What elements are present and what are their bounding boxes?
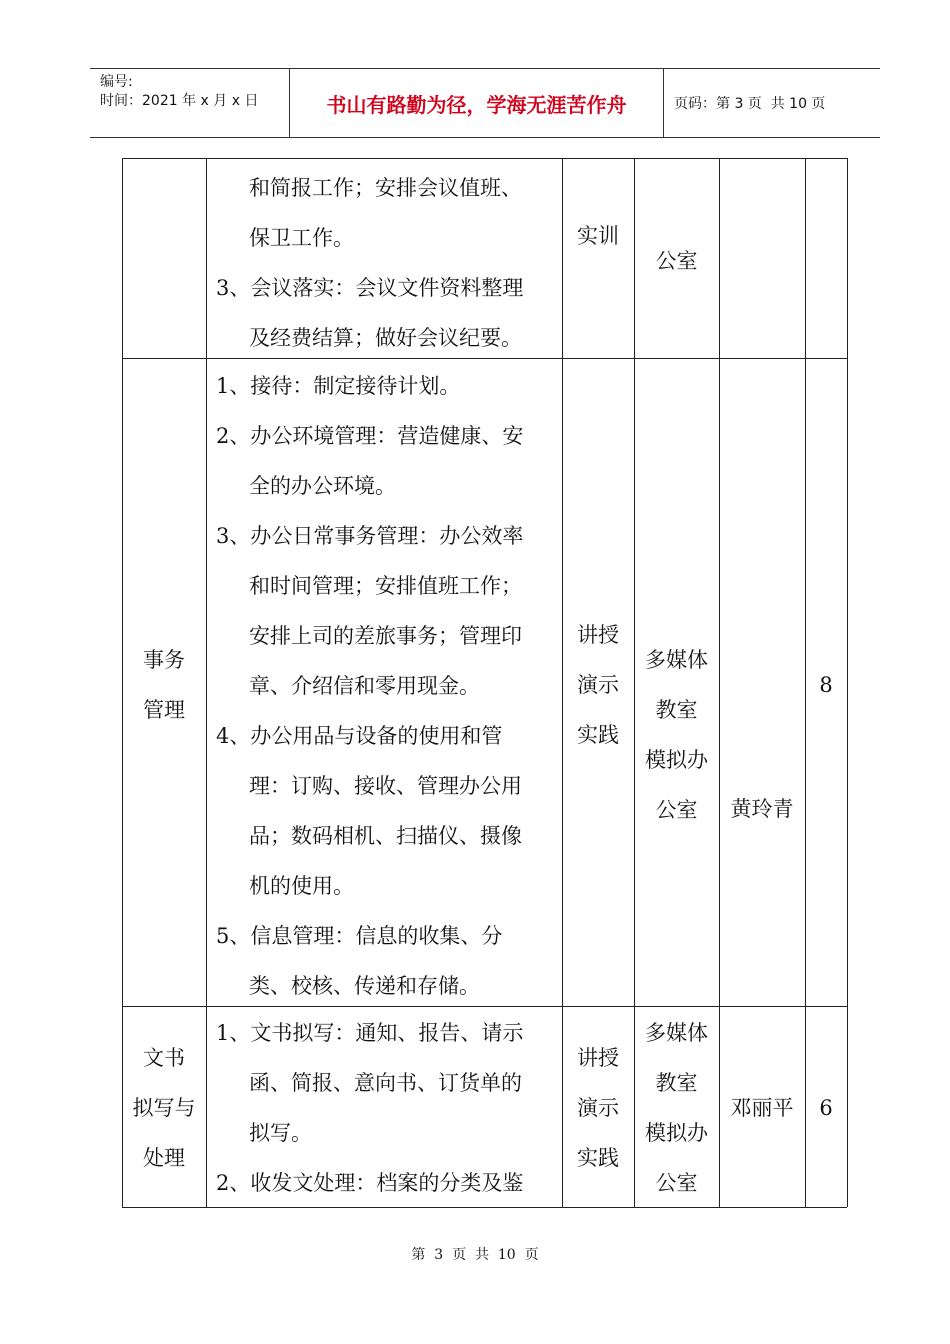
row-teacher [719,784,805,834]
doc-number-label: 编号: [100,74,133,90]
row-method [562,1033,634,1183]
method-text: 实训 [577,224,619,248]
content-line: 4、办公用品与设备的使用和管 [216,724,503,748]
teacher-name: 黄玲青 [730,797,794,821]
venue-text: 公室 [655,249,698,273]
content-line: 拟写。 [249,1121,312,1145]
teacher-name: 邓丽平 [730,1096,794,1120]
row-venue [634,236,719,286]
content-line: 保卫工作。 [249,226,354,250]
content-line: 和时间管理；安排值班工作； [249,574,522,598]
venue-text: 模拟办 [645,1121,708,1145]
content-line: 理：订购、接收、管理办公用 [249,774,522,798]
content-line: 类、校核、传递和存储。 [249,974,480,998]
content-line: 函、简报、意向书、订货单的 [249,1071,522,1095]
venue-text: 公室 [655,1171,698,1195]
row-content [206,1008,562,1208]
row-topic [122,1033,206,1183]
topic-text: 文书 [143,1046,185,1070]
row-venue [634,1008,719,1208]
method-text: 实践 [577,723,619,747]
content-line: 3、会议落实：会议文件资料整理 [216,276,524,300]
row-hours [805,660,847,710]
method-text: 演示 [577,1096,619,1120]
header-motto: 书山有路勤为径，学海无涯苦作舟 [326,92,627,117]
table-border [122,158,847,159]
content-line: 机的使用。 [249,874,354,898]
content-line: 安排上司的差旅事务；管理印 [249,624,522,648]
row-venue [634,635,719,835]
content-line: 1、文书拟写：通知、报告、请示 [216,1021,524,1045]
content-line: 1、接待：制定接待计划。 [216,374,461,398]
row-content [206,361,562,1011]
venue-text: 公室 [655,798,698,822]
content-line: 章、介绍信和零用现金。 [249,674,480,698]
row-method [562,610,634,760]
content-line: 2、办公环境管理：营造健康、安 [216,424,524,448]
table-column-divider [719,158,720,1207]
venue-text: 多媒体 [645,648,708,672]
venue-text: 教室 [655,1071,698,1095]
venue-text: 模拟办 [645,748,708,772]
topic-text: 拟写与 [132,1096,196,1120]
venue-text: 多媒体 [645,1021,708,1045]
content-line: 及经费结算；做好会议纪要。 [249,326,522,350]
method-text: 讲授 [577,1046,619,1070]
content-line: 2、收发文处理：档案的分类及鉴 [216,1171,524,1195]
row-topic [122,635,206,735]
hours-value: 8 [819,673,833,697]
header-page-info: 页码：第 3 页 共 10 页 [674,96,826,112]
method-text: 实践 [577,1146,619,1170]
content-line: 品；数码相机、扫描仪、摄像 [249,824,522,848]
row-hours [805,1083,847,1133]
venue-text: 教室 [655,698,698,722]
row-method [562,211,634,261]
page-footer: 第 3 页 共 10 页 [411,1247,539,1263]
topic-text: 事务 [143,648,185,672]
content-line: 全的办公环境。 [249,474,396,498]
content-line: 和简报工作；安排会议值班、 [249,176,522,200]
content-line: 5、信息管理：信息的收集、分 [216,924,503,948]
row-content [206,163,562,363]
table-border [847,158,848,1207]
hours-value: 6 [819,1096,833,1120]
method-text: 讲授 [577,623,619,647]
date-label: 时间：2021 年 x 月 x 日 [100,93,259,109]
row-teacher [719,1083,805,1133]
method-text: 演示 [577,673,619,697]
topic-text: 管理 [143,698,185,722]
topic-text: 处理 [143,1146,185,1170]
content-line: 3、办公日常事务管理：办公效率 [216,524,524,548]
